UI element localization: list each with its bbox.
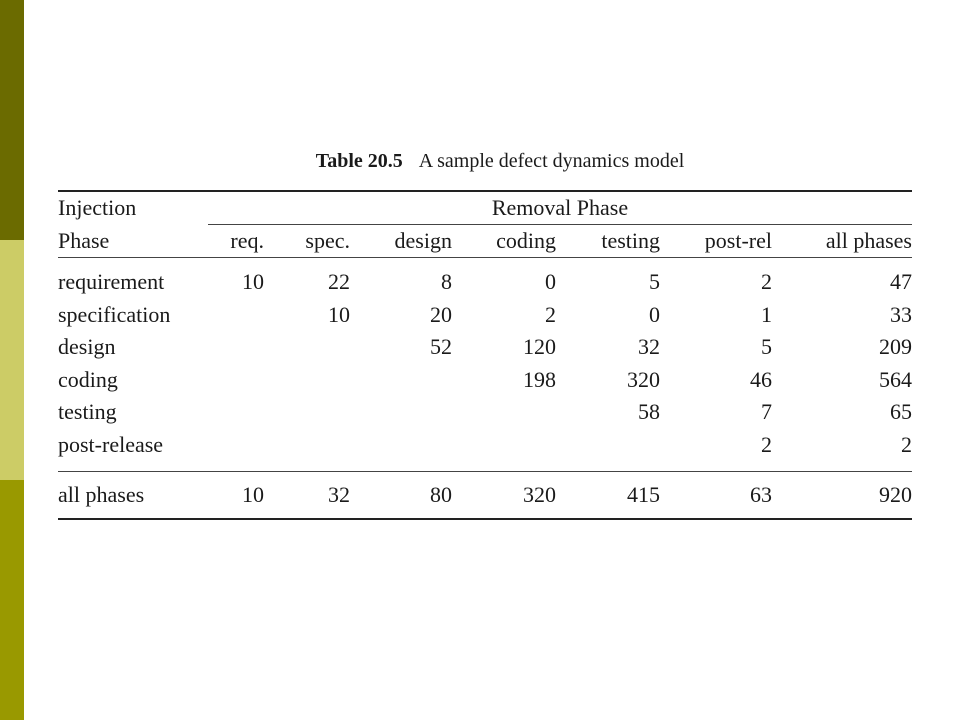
table-cell: 52 [430,334,452,359]
table-cell [208,396,264,429]
table-cell [264,331,350,364]
table-cell: 2 [545,301,556,327]
table-cell: 5 [761,334,772,359]
totals-row [58,472,912,518]
totals-cell: 63 [750,482,772,507]
table-row [58,299,912,332]
table-cell: 10 [328,301,350,327]
table-cell [350,429,452,462]
table-cell: 5 [649,269,660,294]
table-cell: 65 [890,399,912,424]
side-bar-bottom [0,480,24,720]
column-header-testing: testing [601,228,660,253]
row-label: coding [58,366,118,392]
totals-cell: 920 [879,482,912,507]
table-cell: 7 [761,399,772,424]
row-label: post-release [58,431,164,457]
table-cell [264,364,350,397]
table-cell [556,429,660,462]
table-cell [208,364,264,397]
table-cell: 2 [761,269,772,294]
header-rule [58,258,912,267]
totals-label: all phases [58,482,145,507]
totals-cell: 320 [523,482,556,507]
table-row [58,429,912,462]
column-header-post-rel: post-rel [704,228,772,253]
table-cell: 8 [441,269,452,294]
table-row [58,364,912,397]
header-row-1 [58,192,912,225]
phase-header: Phase [58,228,110,253]
table-row [58,396,912,429]
table-cell [264,396,350,429]
table-cell [208,429,264,462]
defect-table-figure [58,146,912,520]
defect-dynamics-table [58,192,912,518]
table-cell: 32 [638,334,660,359]
side-bar-middle [0,240,24,480]
table-cell: 58 [638,399,660,424]
table-cell [350,364,452,397]
side-bar-top [0,0,24,240]
totals-cell: 80 [430,482,452,507]
table-cell: 1 [761,301,772,327]
table-cell: 320 [627,366,660,392]
removal-phase-header: Removal Phase [491,195,629,220]
table-title: A sample defect dynamics model [418,150,685,172]
table-number: Table 20.5 [315,150,403,172]
table-cell: 198 [523,366,556,392]
column-header-req: req. [230,228,264,253]
table-cell [350,396,452,429]
side-bar [0,0,24,720]
table-cell [208,331,264,364]
column-header-coding: coding [496,228,556,253]
totals-cell: 32 [328,482,350,507]
table-cell: 20 [430,301,452,327]
table-cell: 47 [890,269,912,294]
row-label: specification [58,301,171,327]
table-cell [452,429,556,462]
table-cell: 10 [242,269,264,294]
column-header-all-phases: all phases [825,228,912,253]
table-cell: 564 [879,366,912,392]
bottom-rule [58,518,912,520]
column-header-design: design [394,228,452,253]
table-cell [208,299,264,332]
table-cell: 46 [750,366,772,392]
table-cell: 209 [879,334,912,359]
table-cell: 2 [761,431,772,457]
table-cell: 0 [545,269,556,294]
column-header-spec: spec. [305,228,350,253]
table-cell [452,396,556,429]
table-row [58,331,912,364]
totals-cell: 10 [242,482,264,507]
table-cell [264,429,350,462]
table-row [58,266,912,299]
injection-header: Injection [58,195,137,221]
row-label: testing [58,399,117,424]
table-caption [88,146,912,176]
table-cell: 33 [890,301,912,327]
header-row-2 [58,225,912,258]
table-cell: 0 [649,301,660,327]
table-cell: 22 [328,269,350,294]
row-label: requirement [58,269,165,294]
table-cell: 2 [901,431,912,457]
header-rule-row [58,258,912,267]
table-cell: 120 [523,334,556,359]
spacer-row [58,461,912,472]
totals-cell: 415 [627,482,660,507]
row-label: design [58,334,116,359]
